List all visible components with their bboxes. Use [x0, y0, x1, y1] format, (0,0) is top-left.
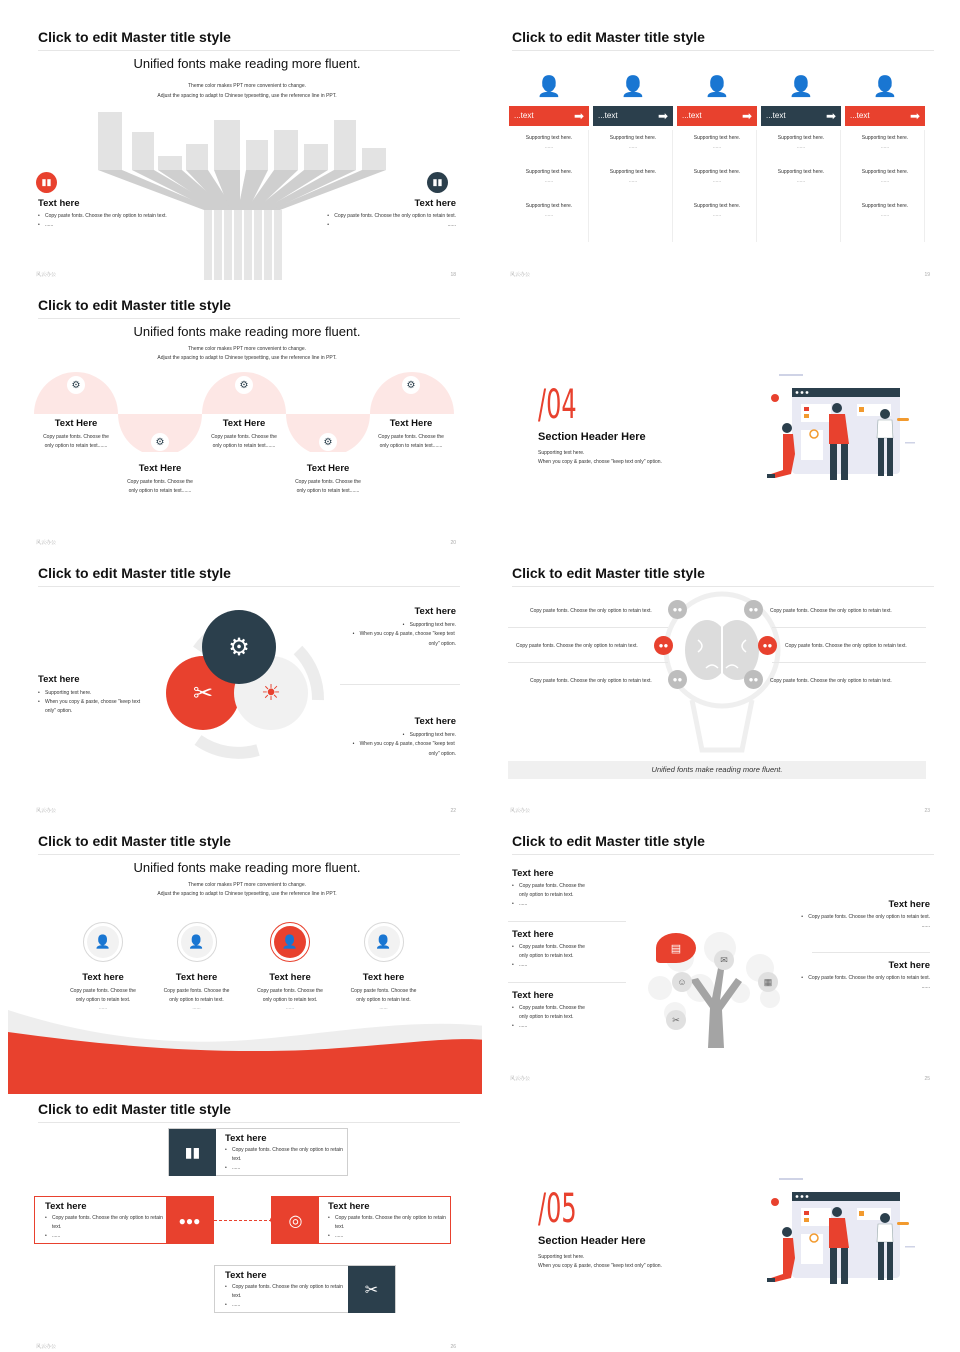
- tools-icon: ✂: [666, 1010, 686, 1030]
- row-text: Supporting text here.: [525, 135, 573, 141]
- bullet: • ......: [327, 221, 456, 230]
- divider: [812, 952, 930, 953]
- point-text: Copy paste fonts. Choose the only option to retain text.: [530, 608, 652, 614]
- slide-number: 25: [924, 1076, 930, 1082]
- slide-number: 20: [450, 540, 456, 546]
- item-bullets: [512, 900, 585, 909]
- box-heading: Text here: [328, 1201, 370, 1212]
- block-heading: Text here: [414, 606, 456, 617]
- slide-subtitle: Unified fonts make reading more fluent.: [133, 860, 361, 875]
- bullet-cont: only" option.: [428, 751, 456, 757]
- box-bullets: [45, 1214, 163, 1241]
- box-heading: Text here: [225, 1133, 267, 1144]
- row-text: Supporting text here.: [693, 203, 741, 209]
- bullet: • When you copy & paste, choose "keep text: [353, 630, 456, 639]
- avatar-ring: [270, 922, 310, 962]
- arrow-right-icon: ➡: [573, 109, 584, 123]
- step-text-2: only option to retain text.......: [44, 442, 108, 449]
- bullet: • ......: [512, 1022, 585, 1031]
- column-row: [845, 168, 925, 185]
- block-heading: Text here: [414, 716, 456, 727]
- section-header: Section Header Here: [538, 431, 646, 443]
- gear-icon: ⚙: [151, 433, 169, 451]
- row-ellipsis: ......: [796, 143, 806, 150]
- row-ellipsis: ......: [712, 211, 722, 218]
- box-bullets: [225, 1146, 343, 1173]
- arrow-label: ...text: [598, 111, 618, 120]
- profile-text-1: Copy paste fonts. Choose the: [257, 988, 323, 994]
- step-text-1: Copy paste fonts. Choose the: [43, 434, 109, 440]
- user-icon: 👤: [181, 926, 213, 958]
- bullet: • Supporting text here.: [38, 689, 140, 698]
- bullet: • ......: [225, 1301, 343, 1310]
- step-text-2: only option to retain text.......: [296, 487, 360, 494]
- row-text: Supporting text here.: [525, 203, 573, 209]
- bullet: • Copy paste fonts. Choose the only option to retain text.: [327, 212, 456, 221]
- title-divider: [38, 586, 460, 587]
- bullet: • ......: [328, 1232, 446, 1241]
- row-text: Supporting text here.: [777, 169, 825, 175]
- user-icon: 👤: [788, 75, 814, 98]
- team-icon: ●●: [668, 670, 687, 689]
- theme-line-1: Theme color makes PPT more convenient to change.: [187, 882, 307, 888]
- row-ellipsis: ......: [880, 211, 890, 218]
- item-bullets: [512, 961, 585, 970]
- slide-18: [8, 22, 486, 290]
- section-sub-1: Supporting text here.: [538, 450, 585, 456]
- row-ellipsis: ......: [712, 143, 722, 150]
- section-number: /04: [538, 382, 577, 428]
- column-row: [845, 202, 925, 219]
- slide-title: Click to edit Master title style: [38, 29, 231, 45]
- divider: [508, 982, 626, 983]
- slide-22: [8, 558, 486, 826]
- box-right: [271, 1196, 451, 1244]
- theme-line-2: Adjust the spacing to adapt to Chinese typesetting, use the reference line in PPT.: [157, 891, 337, 897]
- section-04-slide: [482, 290, 960, 558]
- step-heading: Text Here: [54, 418, 98, 429]
- profile-text-1: Copy paste fonts. Choose the: [163, 988, 230, 994]
- user-icon: 👤: [704, 75, 730, 98]
- profile-text-2: only option to retain text.: [75, 996, 131, 1003]
- divider: [508, 921, 626, 922]
- target-icon: ◎: [272, 1197, 319, 1244]
- title-divider: [512, 50, 934, 51]
- theme-line-1: Theme color makes PPT more convenient to change.: [187, 346, 307, 352]
- block-bullets: [353, 731, 456, 749]
- row-text: Supporting text here.: [525, 169, 573, 175]
- user-check-icon: ☺: [672, 972, 692, 992]
- footer-logo: 风云办公: [36, 540, 57, 546]
- bullet: • When you copy & paste, choose "keep text: [38, 698, 140, 707]
- profile-ellipsis: ......: [379, 1005, 388, 1011]
- bullet: • Supporting text here.: [403, 621, 456, 630]
- bullet: • ......: [45, 1232, 163, 1241]
- step-heading: Text Here: [138, 463, 182, 474]
- column-row: [509, 202, 589, 219]
- footer-logo: 风云办公: [510, 272, 531, 278]
- block-bullets: [38, 689, 140, 707]
- right-item-2: [801, 960, 930, 992]
- slide-title: Click to edit Master title style: [38, 297, 231, 313]
- arrow-label-bar: [593, 106, 673, 126]
- profile-text-2: only option to retain text.: [169, 996, 224, 1003]
- arrow-label: ...text: [766, 111, 786, 120]
- row-text: Supporting text here.: [609, 135, 657, 141]
- bullet: • Copy paste fonts. Choose the: [512, 1004, 585, 1013]
- left-item-1: [512, 868, 585, 909]
- point-text: Copy paste fonts. Choose the only option to retain text.: [516, 643, 638, 649]
- theme-line-2: Adjust the spacing to adapt to Chinese typesetting, use the reference line in PPT.: [157, 93, 337, 99]
- step-4: [286, 463, 370, 495]
- team-icon: ●●: [744, 600, 763, 619]
- section-05-slide: [482, 1094, 960, 1352]
- title-divider: [512, 586, 934, 587]
- step-5: [369, 418, 453, 450]
- footer-logo: 风云办公: [36, 1344, 57, 1350]
- team-icon: ●●: [654, 636, 673, 655]
- team-illustration: [757, 1178, 932, 1298]
- bullet: • Copy paste fonts. Choose the only option to retain text.: [225, 1146, 343, 1164]
- chart-icon: ▮▮: [169, 1129, 216, 1176]
- divider: [772, 627, 926, 628]
- footer-logo: 风云办公: [36, 272, 57, 278]
- slide-title: Click to edit Master title style: [38, 565, 231, 581]
- item-heading: Text here: [512, 990, 554, 1001]
- slide-20: [8, 290, 486, 558]
- column: [845, 74, 925, 244]
- bullet: • ......: [512, 900, 585, 909]
- item-bullets: [512, 1004, 585, 1013]
- item-heading: Text here: [888, 960, 930, 971]
- slide-title: Click to edit Master title style: [38, 833, 231, 849]
- bullet-cont: only option to retain text.: [519, 892, 574, 898]
- bullet-cont: only" option.: [45, 708, 73, 714]
- step-text-2: only option to retain text.......: [379, 442, 443, 449]
- divider: [508, 627, 668, 628]
- point-text: Copy paste fonts. Choose the only option to retain text.: [785, 643, 907, 649]
- point-text: Copy paste fonts. Choose the only option to retain text.: [770, 608, 892, 614]
- box-content: [225, 1133, 343, 1173]
- tools-icon: ✂: [348, 1266, 395, 1313]
- step-2: [118, 463, 202, 495]
- bullet: • Supporting text here.: [403, 731, 456, 740]
- theme-line-1: Theme color makes PPT more convenient to change.: [187, 83, 307, 89]
- avatar-ring: [177, 922, 217, 962]
- right-bullets: [327, 212, 456, 230]
- block-heading: Text here: [38, 674, 80, 685]
- title-divider: [38, 854, 460, 855]
- profile-ellipsis: ......: [192, 1005, 201, 1011]
- theme-line-2: Adjust the spacing to adapt to Chinese typesetting, use the reference line in PPT.: [157, 355, 337, 361]
- section-number: /05: [538, 1186, 577, 1232]
- step-heading: Text Here: [222, 418, 266, 429]
- gear-icon: ⚙: [402, 376, 420, 394]
- bullet: • Copy paste fonts. Choose the: [512, 882, 585, 891]
- chat-icon: ✉: [714, 950, 734, 970]
- gear-icon: ⚙: [235, 376, 253, 394]
- gear-icon: ⚙: [67, 376, 85, 394]
- column: [509, 74, 589, 244]
- slide-24: [8, 826, 486, 1094]
- item-bullets: [512, 1022, 585, 1031]
- profile-ellipsis: ......: [98, 1005, 108, 1011]
- section-sub-1: Supporting text here.: [538, 1254, 585, 1260]
- profile-text-2: only option to retain text.: [356, 996, 411, 1003]
- profile-text-1: Copy paste fonts. Choose the: [350, 988, 417, 994]
- caption-bar: Unified fonts make reading more fluent.: [508, 761, 926, 779]
- arrow-right-icon: ➡: [825, 109, 836, 123]
- slide-26: [8, 1094, 486, 1352]
- box-left: [34, 1196, 214, 1244]
- bullet-cont: ......: [921, 923, 930, 929]
- user-icon: 👤: [536, 75, 562, 98]
- item-bullets: [801, 913, 930, 922]
- bullet: • Copy paste fonts. Choose the only option to retain text.: [801, 974, 930, 983]
- profile-heading: Text here: [82, 972, 124, 983]
- row-text: Supporting text here.: [861, 169, 909, 175]
- bullet: • Copy paste fonts. Choose the: [512, 943, 585, 952]
- row-ellipsis: ......: [880, 143, 890, 150]
- chart-icon: ▮▮: [427, 172, 448, 193]
- arrow-label: ...text: [850, 111, 870, 120]
- profile-heading: Text here: [175, 972, 218, 983]
- avatar-ring: [83, 922, 123, 962]
- arrow-right-icon: ➡: [657, 109, 668, 123]
- arrow-label-bar: [761, 106, 841, 126]
- team-icon: ●●●: [166, 1197, 213, 1244]
- slide-19: [482, 22, 960, 290]
- user-icon: 👤: [368, 926, 400, 958]
- right-block-bottom: [353, 716, 456, 759]
- team-icon: ●●: [744, 670, 763, 689]
- row-text: Supporting text here.: [693, 169, 741, 175]
- row-text: Supporting text here.: [861, 203, 909, 209]
- column-row: [677, 134, 757, 151]
- gears-icon: ⚙: [202, 610, 276, 684]
- column: [677, 74, 757, 244]
- box-bottom: [214, 1265, 396, 1313]
- title-divider: [38, 1122, 460, 1123]
- block-divider: [340, 684, 460, 685]
- column: [761, 74, 841, 244]
- item-heading: Text here: [512, 929, 554, 940]
- item-heading: Text here: [888, 899, 930, 910]
- step-text-1: Copy paste fonts. Choose the: [378, 434, 444, 440]
- arrow-label-bar: [509, 106, 589, 126]
- column-row: [509, 168, 589, 185]
- box-heading: Text here: [225, 1270, 267, 1281]
- footer-logo: 风云办公: [36, 808, 57, 814]
- profile-text-2: only option to retain text.: [262, 996, 318, 1003]
- slide-number: 23: [924, 808, 930, 814]
- box-bullets: [328, 1214, 446, 1241]
- left-heading: Text here: [38, 198, 80, 209]
- profile-heading: Text here: [362, 972, 405, 983]
- step-3: [202, 418, 286, 450]
- step-text-2: only option to retain text.......: [128, 487, 192, 494]
- item-bullets: [801, 974, 930, 983]
- profile-column: [62, 922, 144, 1013]
- gear-icon: ⚙: [319, 433, 337, 451]
- tools-icon: ✂: [166, 656, 240, 730]
- item-bullets: [512, 943, 585, 952]
- slide-subtitle: Unified fonts make reading more fluent.: [133, 324, 361, 339]
- column: [593, 74, 673, 244]
- row-ellipsis: ......: [880, 177, 890, 184]
- bullet: • Copy paste fonts. Choose the only option to retain text.: [801, 913, 930, 922]
- box-heading: Text here: [45, 1201, 87, 1212]
- step-heading: Text Here: [306, 463, 350, 474]
- divider: [772, 662, 926, 663]
- row-ellipsis: ......: [628, 177, 638, 184]
- slide-number: 22: [450, 808, 456, 814]
- monitor-chart-icon: ▦: [758, 972, 778, 992]
- bullet: • Copy paste fonts. Choose the only option to retain text.: [38, 212, 167, 221]
- slide-title: Click to edit Master title style: [512, 29, 705, 45]
- row-text: Supporting text here.: [693, 135, 741, 141]
- bullet: • Copy paste fonts. Choose the only option to retain text.: [328, 1214, 446, 1232]
- box-content: [225, 1270, 343, 1310]
- avatar-ring: [364, 922, 404, 962]
- column-row: [677, 168, 757, 185]
- block-bullets: [353, 621, 456, 639]
- row-ellipsis: ......: [628, 143, 638, 150]
- right-heading: Text here: [414, 198, 456, 209]
- profile-heading: Text here: [269, 972, 311, 983]
- row-ellipsis: ......: [796, 177, 806, 184]
- left-item-3: [512, 990, 585, 1031]
- bullet-cont: only option to retain text.: [519, 1014, 574, 1020]
- arrow-label: ...text: [682, 111, 702, 120]
- document-icon: ▤: [656, 933, 696, 963]
- section-sub-2: When you copy & paste, choose "keep text only" option.: [538, 1263, 662, 1269]
- item-bullets: [512, 882, 585, 891]
- step-text-1: Copy paste fonts. Choose the: [295, 479, 361, 485]
- funnel-graphic: [96, 110, 396, 280]
- right-block-top: [353, 606, 456, 649]
- user-icon: 👤: [274, 926, 306, 958]
- right-item-1: [801, 899, 930, 931]
- team-icon: ●●: [668, 600, 687, 619]
- slide-number: 19: [924, 272, 930, 278]
- column-row: [677, 202, 757, 219]
- slide-number: 26: [450, 1344, 456, 1350]
- column-row: [509, 134, 589, 151]
- arrow-label: ...text: [514, 111, 534, 120]
- slide-title: Click to edit Master title style: [512, 833, 705, 849]
- chart-icon: ▮▮: [36, 172, 57, 193]
- box-content: [45, 1201, 163, 1241]
- column-row: [593, 134, 673, 151]
- row-ellipsis: ......: [544, 211, 554, 218]
- column-row: [761, 168, 841, 185]
- title-divider: [512, 854, 934, 855]
- profile-text-1: Copy paste fonts. Choose the: [70, 988, 136, 994]
- bullet: • ......: [38, 221, 167, 230]
- slide-subtitle: Unified fonts make reading more fluent.: [133, 56, 361, 71]
- bullet-cont: ......: [921, 984, 930, 990]
- profile-column: [343, 922, 425, 1013]
- team-icon: ●●: [758, 636, 777, 655]
- bullet: • Copy paste fonts. Choose the only option to retain text.: [45, 1214, 163, 1232]
- bullet: • When you copy & paste, choose "keep text: [353, 740, 456, 749]
- slide-title: Click to edit Master title style: [512, 565, 705, 581]
- step-1: [34, 418, 118, 450]
- bullet: • ......: [225, 1164, 343, 1173]
- step-text-2: only option to retain text.......: [212, 442, 276, 449]
- row-ellipsis: ......: [712, 177, 722, 184]
- divider: [508, 662, 668, 663]
- user-icon: 👤: [620, 75, 646, 98]
- profile-column: [249, 922, 331, 1013]
- step-text-1: Copy paste fonts. Choose the: [211, 434, 277, 440]
- connector: [214, 1220, 272, 1221]
- step-heading: Text Here: [389, 418, 433, 429]
- title-divider: [38, 318, 460, 319]
- slide-25: [482, 826, 960, 1094]
- bullet-cont: only" option.: [428, 641, 456, 647]
- section-header: Section Header Here: [538, 1235, 646, 1247]
- team-illustration: [757, 374, 932, 494]
- column-row: [845, 134, 925, 151]
- bullet: • ......: [512, 961, 585, 970]
- lightbulb-icon: ☀: [234, 656, 308, 730]
- arrow-right-icon: ➡: [909, 109, 920, 123]
- box-top: [168, 1128, 348, 1176]
- profile-column: [156, 922, 238, 1013]
- row-ellipsis: ......: [544, 177, 554, 184]
- slide-title: Click to edit Master title style: [38, 1101, 231, 1117]
- footer-logo: 风云办公: [510, 808, 531, 814]
- title-divider: [38, 50, 460, 51]
- arrow-label-bar: [677, 106, 757, 126]
- step-text-1: Copy paste fonts. Choose the: [127, 479, 193, 485]
- row-ellipsis: ......: [544, 143, 554, 150]
- left-item-2: [512, 929, 585, 970]
- slide-23: [482, 558, 960, 826]
- arrow-right-icon: ➡: [741, 109, 752, 123]
- row-text: Supporting text here.: [777, 135, 825, 141]
- user-icon: 👤: [872, 75, 898, 98]
- left-bullets: [38, 212, 167, 230]
- user-icon: 👤: [87, 926, 119, 958]
- profile-ellipsis: ......: [285, 1005, 295, 1011]
- item-heading: Text here: [512, 868, 554, 879]
- section-sub-2: When you copy & paste, choose "keep text only" option.: [538, 459, 662, 465]
- row-text: Supporting text here.: [861, 135, 909, 141]
- column-row: [593, 168, 673, 185]
- box-bullets: [225, 1283, 343, 1310]
- bullet: • Copy paste fonts. Choose the only option to retain text.: [225, 1283, 343, 1301]
- arrow-label-bar: [845, 106, 925, 126]
- column-row: [761, 134, 841, 151]
- slide-number: 18: [450, 272, 456, 278]
- row-text: Supporting text here.: [609, 169, 657, 175]
- bullet-cont: only option to retain text.: [519, 953, 574, 959]
- point-text: Copy paste fonts. Choose the only option to retain text.: [770, 678, 892, 684]
- footer-logo: 风云办公: [510, 1076, 531, 1082]
- left-block: [38, 674, 140, 716]
- box-content: [328, 1201, 446, 1241]
- point-text: Copy paste fonts. Choose the only option to retain text.: [530, 678, 652, 684]
- wave-footer: [8, 1006, 486, 1094]
